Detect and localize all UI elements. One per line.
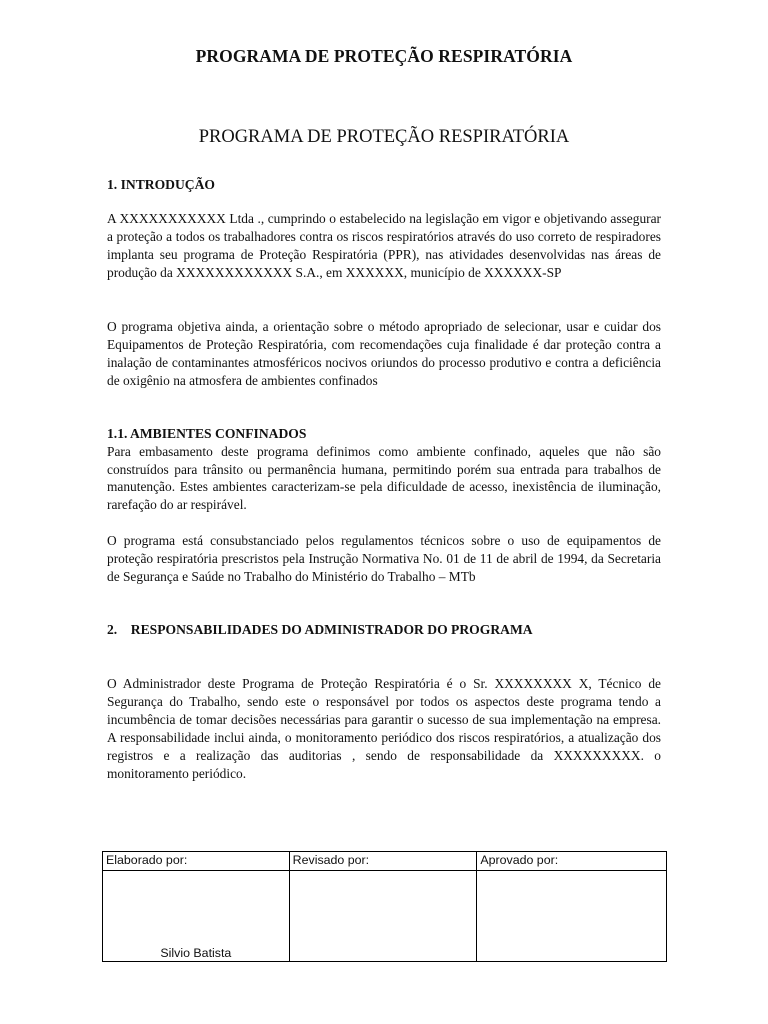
- cell-revisado: [289, 871, 477, 962]
- paragraph-ambientes-2: O programa está consubstanciado pelos regulamentos técnicos sobre o uso de equipamentos de proteção respiratória prescristos pela Instrução Normativa No. 01 de 11 de abril de 1994, da Secretaria de Segurança e Saúde no Trabalho do Ministério do Trabalho – MTb: [107, 533, 661, 585]
- cell-elaborado: [103, 871, 290, 962]
- paragraph-ambientes-1: Para embasamento deste programa definimos como ambiente confinado, aqueles que não são construídos para trânsito ou permanência humana, permitindo porém sua entrada para trabalhos de manutenção. Estes ambientes caracterizam-se pela dificuldade de acesso, inexistência de iluminação, rarefação do ar respirável.: [107, 444, 661, 512]
- paragraph-introducao-2: O programa objetiva ainda, a orientação sobre o método apropriado de selecionar, usar e cuidar dos Equipamentos de Proteção Respiratória, com recomendações cuja finalidade é dar proteção contra a inalação de contaminantes atmosféricos nocivos oriundos do processo produtivo e contra a deficiência de oxigênio na atmosfera de ambientes confinados: [107, 319, 661, 389]
- document-title: PROGRAMA DE PROTEÇÃO RESPIRATÓRIA: [198, 127, 570, 147]
- header-aprovado-por: Aprovado por:: [477, 852, 667, 871]
- signature-table-body-row: [103, 871, 667, 962]
- paragraph-responsabilidades-1: O Administrador deste Programa de Proteção Respiratória é o Sr. XXXXXXXX X, Técnico de Segurança do Trabalho, sendo este o responsável por todos os aspectos deste programa tendo a incumbência de tomar decisões necessárias para garantir o sucesso de sua implementação na empresa. A responsabilidade inclui ainda, o monitoramento periódico dos riscos respiratórios, a atualização dos registros e a realização das auditorias , sendo de responsabilidade da XXXXXXXXX. o monitoramento periódico.: [107, 676, 661, 782]
- signature-table-header-row: [103, 852, 667, 871]
- section-heading-ambientes-confinados: 1.1. AMBIENTES CONFINADOS: [107, 426, 307, 441]
- header-elaborado-por: Elaborado por:: [103, 852, 290, 871]
- signer-name-elaborado: Silvio Batista: [160, 946, 232, 960]
- paragraph-introducao-1: A XXXXXXXXXXX Ltda ., cumprindo o estabelecido na legislação em vigor e objetivando assegurar a proteção a todos os trabalhadores contra os riscos respiratórios através do uso correto de respiradores implanta seu programa de Proteção Respiratória (PPR), nas atividades desenvolvidas nas áreas de produção da XXXXXXXXXXXX S.A., em XXXXXX, município de XXXXXX-SP: [107, 211, 661, 281]
- section-heading-responsabilidades: 2. RESPONSABILIDADES DO ADMINISTRADOR DO PROGRAMA: [107, 622, 533, 637]
- header-revisado-por: Revisado por:: [289, 852, 477, 871]
- signature-table: [102, 851, 667, 962]
- page-header-title: PROGRAMA DE PROTEÇÃO RESPIRATÓRIA: [195, 46, 573, 66]
- cell-aprovado: [477, 871, 667, 962]
- section-heading-introducao: 1. INTRODUÇÃO: [107, 177, 215, 192]
